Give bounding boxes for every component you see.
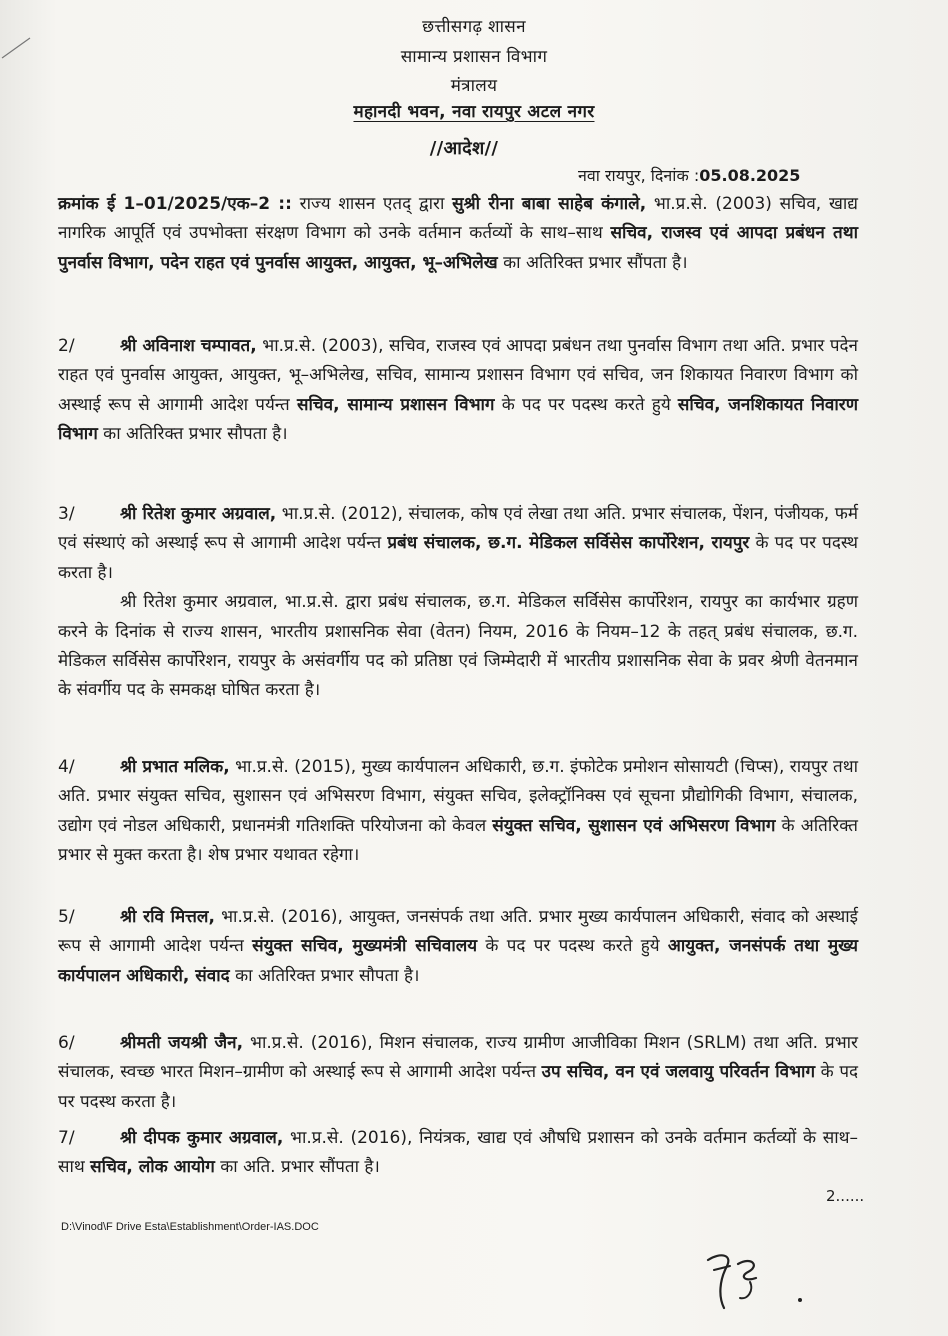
p5-text-2: के पद पर पदस्थ करते हुये — [477, 936, 668, 957]
p6-text-1: भा.प्र.से. (2016), मिशन संचालक, राज्य ग्रामीण आजीविका मिशन (SRLM) तथा अति. प्रभार संचालक, स्वच्छ भारत मिशन–ग्रामीण को अस्थाई रूप से आगामी आदेश पर्यन्त — [58, 1033, 858, 1083]
p1-text-2: भा.प्र.से. (2003) सचिव, खाद्य नागरिक आपूर्ति एवं उपभोक्ता संरक्षण विभाग को उनके वर्तमान कर्तव्यों के साथ–साथ — [58, 194, 858, 244]
p2-text-2: के पद पर पदस्थ करते हुये — [494, 394, 678, 415]
govt-name: छत्तीसगढ़ शासन — [422, 17, 526, 37]
order-title: //आदेश// — [429, 138, 499, 159]
p2-post: सचिव, सामान्य प्रशासन विभाग — [296, 394, 495, 415]
p3-number: 3/ — [58, 504, 75, 524]
date-line — [578, 164, 800, 186]
p4-post: संयुक्त सचिव, सुशासन एवं अभिसरण विभाग — [492, 815, 776, 836]
p6-text-2: के पद पर पदस्थ करता है। — [58, 1062, 859, 1112]
p7-post: सचिव, लोक आयोग — [90, 1157, 215, 1178]
p3-text-1: भा.प्र.से. (2012), संचालक, कोष एवं लेखा तथा अति. प्रभार संचालक, पेंशन, पंजीयक, फर्म एवं संस्थाएं को अस्थाई रूप से आगामी आदेश पर्यन्त — [58, 504, 858, 554]
p1-text-3: का अतिरिक्त प्रभार सौंपता है। — [497, 252, 688, 273]
order-reference: क्रमांक ई 1–01/2025/एक–2 :: — [58, 194, 292, 214]
p5-text-1: भा.प्र.से. (2016), आयुक्त, जनसंपर्क तथा अति. प्रभार मुख्य कार्यपालन अधिकारी, संवाद को अस्थाई रूप से आगामी आदेश पर्यन्त — [58, 907, 858, 957]
p1-post: सचिव, राजस्व एवं आपदा प्रबंधन तथा पुनर्वास विभाग, पदेन राहत एवं पुनर्वास आयुक्त, आयुक्त, भू–अभिलेख — [58, 223, 858, 273]
office-name: मंत्रालय — [450, 76, 498, 96]
p2-text-1: भा.प्र.से. (2003), सचिव, राजस्व एवं आपदा प्रबंधन तथा पुनर्वास विभाग तथा अति. प्रभार पदेन राहत एवं पुनर्वास आयुक्त, आयुक्त, भू–अभिलेख, सचिव, सामान्य प्रशासन विभाग एवं सचिव, जन शिकायत निवारण विभाग को अस्थाई रूप से आगामी आदेश पर्यन्त — [58, 336, 858, 415]
paragraph-3 — [58, 500, 858, 706]
p2-officer-name: श्री अविनाश चम्पावत, — [120, 336, 257, 356]
p7-text-1: भा.प्र.से. (2016), नियंत्रक, खाद्य एवं औषधि प्रशासन को उनके वर्तमान कर्तव्यों के साथ–साथ — [58, 1128, 858, 1178]
department-name: सामान्य प्रशासन विभाग — [400, 47, 548, 67]
paragraph-6 — [58, 1029, 858, 1117]
paragraph-1 — [58, 190, 858, 278]
p5-number: 5/ — [58, 907, 75, 927]
p1-officer-name: सुश्री रीना बाबा साहेब कंगाले, — [452, 194, 647, 214]
p6-number: 6/ — [58, 1033, 75, 1053]
p7-officer-name: श्री दीपक कुमार अग्रवाल, — [120, 1128, 284, 1148]
date-label: नवा रायपुर, दिनांक : — [578, 166, 700, 185]
p3-sub-paragraph: श्री रितेश कुमार अग्रवाल, भा.प्र.से. द्वारा प्रबंध संचालक, छ.ग. मेडिकल सर्विसेस कार्पोरेशन, रायपुर का कार्यभार ग्रहण करने के दिनांक से राज्य शासन, भारतीय प्रशासनिक सेवा (वेतन) नियम, 2016 के नियम–12 के तहत् प्रबंध संचालक, छ.ग. मेडिकल सर्विसेस कार्पोरेशन, रायपुर के असंवर्गीय पद को प्रतिष्ठा एवं जिम्मेदारी में भारतीय प्रशासनिक सेवा के प्रवर श्रेणी वेतनमान के संवर्गीय पद के समकक्ष घोषित करता है। — [58, 592, 858, 701]
p6-officer-name: श्रीमती जयश्री जैन, — [120, 1033, 244, 1053]
p7-text-2: का अति. प्रभार सौंपता है। — [214, 1157, 380, 1178]
office-address: महानदी भवन, नवा रायपुर अटल नगर — [353, 102, 595, 122]
p4-text-1: भा.प्र.से. (2015), मुख्य कार्यपालन अधिकारी, छ.ग. इंफोटेक प्रमोशन सोसायटी (चिप्स), रायपुर तथा अति. प्रभार संयुक्त सचिव, सुशासन एवं अभिसरण विभाग, संयुक्त सचिव, इलेक्ट्रॉनिक्स एवं सूचना प्रौद्योगिकी विभाग, संचालक, उद्योग एवं नोडल अधिकारी, प्रधानमंत्री गतिशक्ति परियोजना को केवल — [58, 757, 859, 836]
file-path-footer: D:\Vinod\F Drive Esta\Establishment\Order-IAS.DOC — [61, 1221, 319, 1233]
p5-officer-name: श्री रवि मित्तल, — [120, 907, 215, 927]
paragraph-4 — [58, 753, 858, 871]
p3-text-2: के पद पर पदस्थ करता है। — [58, 533, 858, 583]
order-date: 05.08.2025 — [699, 166, 801, 185]
p2-number: 2/ — [58, 336, 75, 356]
p4-officer-name: श्री प्रभात मलिक, — [120, 757, 230, 777]
p4-text-2: के अतिरिक्त प्रभार से मुक्त करता है। शेष प्रभार यथावत रहेगा। — [58, 815, 858, 866]
page-continuation: 2...... — [826, 1187, 865, 1205]
p3-officer-name: श्री रितेश कुमार अग्रवाल, — [120, 504, 277, 524]
p5-post-2: आयुक्त, जनसंपर्क तथा मुख्य कार्यपालन अधिकारी, संवाद — [58, 936, 858, 986]
paragraph-7 — [58, 1124, 858, 1183]
p3-post: प्रबंध संचालक, छ.ग. मेडिकल सर्विसेस कार्पोरेशन, रायपुर — [387, 533, 750, 554]
p2-text-3: का अतिरिक्त प्रभार सौपता है। — [97, 424, 288, 445]
p2-post-2: सचिव, जनशिकायत निवारण विभाग — [58, 394, 858, 445]
paragraph-2 — [58, 332, 858, 450]
p5-text-3: का अतिरिक्त प्रभार सौपता है। — [229, 965, 420, 986]
signature — [700, 1238, 820, 1318]
p4-number: 4/ — [58, 757, 75, 777]
p1-text-1: राज्य शासन एतद् द्वारा — [291, 194, 453, 214]
p5-post: संयुक्त सचिव, मुख्यमंत्री सचिवालय — [252, 936, 478, 957]
paragraph-5 — [58, 903, 858, 991]
p6-post: उप सचिव, वन एवं जलवायु परिवर्तन विभाग — [541, 1062, 816, 1083]
p7-number: 7/ — [58, 1128, 75, 1148]
